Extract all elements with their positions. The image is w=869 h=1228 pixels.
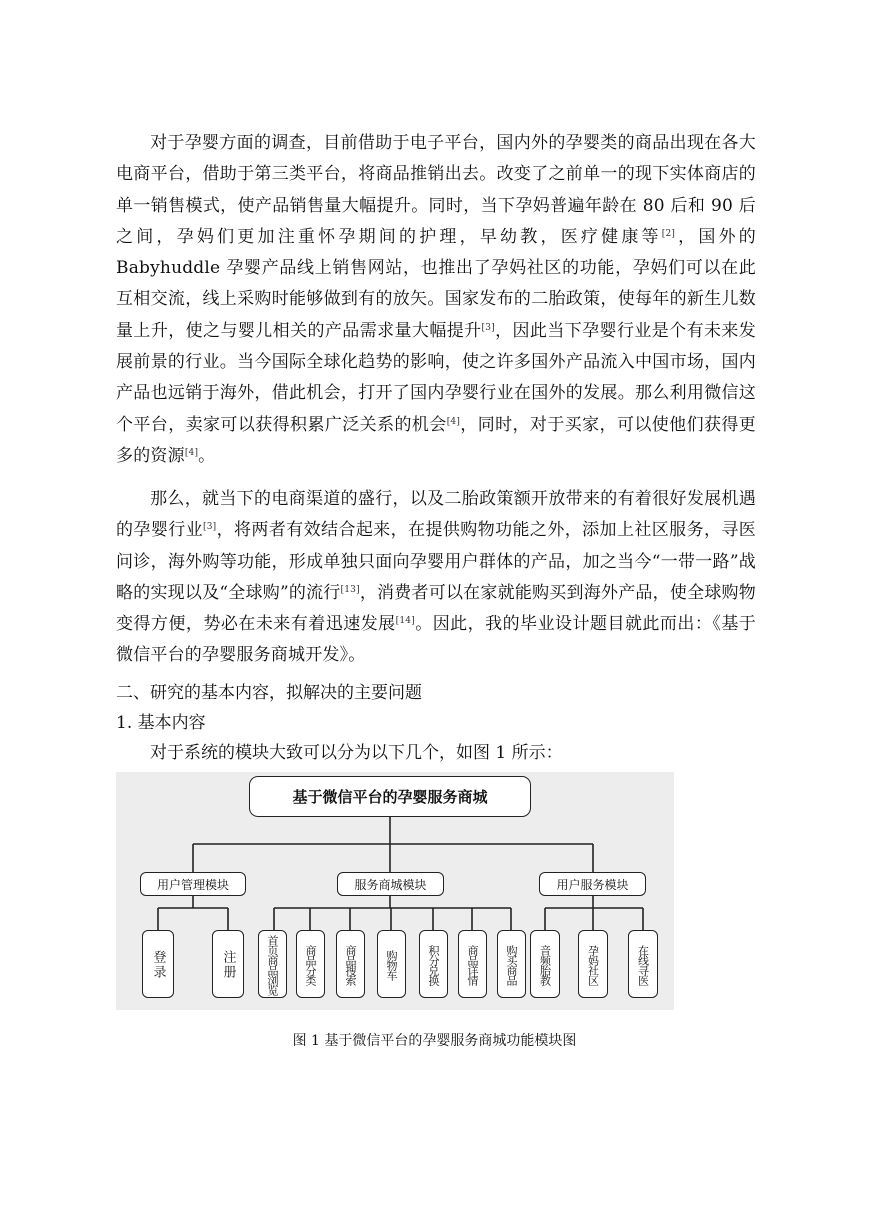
paragraph-1-text-a: 对于孕婴方面的调查，目前借助于电子平台，国内外的孕婴类的商品出现在各大电商平台，借助于第三类平台，将商品推销出去。改变了之前单一的现下实体商店的单一销售模式，使产品销售量大幅提升。同时，当下孕妈普遍年龄在 80 后和 90 后之间，孕妈们更加注重怀孕期间的护理，早幼教，医疗健康等	[116, 133, 756, 247]
module-service-mall: 服务商城模块	[337, 872, 444, 896]
paragraph-1	[116, 128, 756, 472]
module-user-management: 用户管理模块	[140, 872, 246, 896]
paragraph-1-text-e: 。	[198, 445, 216, 466]
section-heading: 二、研究的基本内容，拟解决的主要问题	[116, 683, 422, 703]
root-node: 基于微信平台的孕婴服务商城	[249, 776, 531, 817]
paragraph-1-text-b: ，国外的 Babyhuddle 孕婴产品线上销售网站，也推出了孕妈社区的功能，孕妈们可以在此互相交流，线上采购时能够做到有的放矢。国家发布的二胎政策，使每年的新生儿数量上升，使之与婴儿相关的产品需求量大幅提升	[116, 226, 756, 341]
citation: [4]	[446, 416, 461, 427]
leaf-home-browse: 首页商品浏览	[258, 930, 287, 998]
leaf-search: 商品搜索	[336, 930, 365, 998]
leaf-audio-prenatal: 音频胎教	[530, 930, 560, 998]
leaf-points-exchange: 积分兑换	[419, 930, 448, 998]
module-user-service: 用户服务模块	[539, 872, 646, 896]
citation: [14]	[395, 616, 415, 627]
paragraph-1-text-d: ，同时，对于买家，可以使他们获得更多的资源	[116, 414, 756, 466]
paragraph-2-text-a: 那么，就当下的电商渠道的盛行，以及二胎政策额开放带来的有着很好发展机遇的孕婴行业	[116, 489, 756, 541]
figure-caption: 图 1 基于微信平台的孕婴服务商城功能模块图	[292, 1033, 577, 1049]
leaf-category: 商品分类	[296, 930, 325, 998]
leaf-product-detail: 商品详情	[458, 930, 487, 998]
leaf-online-doctor: 在线寻医	[628, 930, 658, 998]
leaf-login: 登录	[142, 930, 174, 998]
leaf-purchase: 购买商品	[497, 930, 526, 998]
module-diagram	[116, 772, 674, 1010]
leaf-cart: 购物车	[377, 930, 406, 998]
intro-line: 对于系统的模块大致可以分为以下几个，如图 1 所示：	[150, 743, 563, 763]
leaf-mom-community: 孕妈社区	[578, 930, 608, 998]
paragraph-2	[116, 484, 756, 672]
leaf-register: 注册	[212, 930, 244, 998]
citation: [3]	[481, 322, 495, 333]
paragraph-2-text-d: 。因此，我的毕业设计题目就此而出：《基于微信平台的孕婴服务商城开发》。	[116, 614, 757, 666]
subsection-heading: 1. 基本内容	[116, 713, 206, 733]
paragraph-2-text-c: ，消费者可以在家就能购买到海外产品，使全球购物变得方便，势必在未来有着迅速发展	[116, 582, 756, 635]
citation: [13]	[340, 584, 360, 595]
citation: [2]	[661, 228, 676, 239]
citation: [3]	[203, 522, 217, 533]
paragraph-1-text-c: ，因此当下孕婴行业是个有未来发展前景的行业。当今国际全球化趋势的影响，使之许多国外产品流入中国市场，国内产品也远销于海外，借此机会，打开了国内孕婴行业在国外的发展。那么利用微信这个平台，卖家可以获得积累广泛关系的机会	[116, 320, 757, 435]
paragraph-2-text-b: ，将两者有效结合起来，在提供购物功能之外，添加上社区服务，寻医问诊，海外购等功能，形成单独只面向孕婴用户群体的产品，加之当今“一带一路”战略的实现以及“全球购”的流行	[116, 520, 757, 603]
citation: [4]	[184, 447, 199, 458]
